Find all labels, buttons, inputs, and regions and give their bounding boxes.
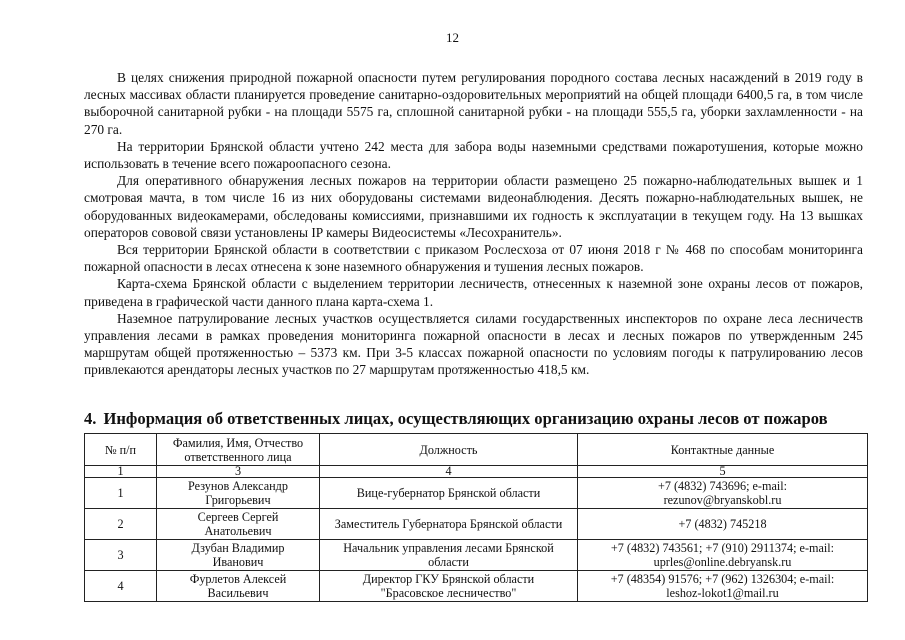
header-name: Фамилия, Имя, Отчество ответственного лица	[157, 434, 320, 466]
index-cell: 5	[578, 466, 868, 478]
paragraph-water-intake: На территории Брянской области учтено 242 места для забора воды наземными средствами пожаротушения, которые можно использовать в течение всего пожароопасного сезона.	[84, 138, 863, 172]
row-contacts: +7 (48354) 91576; +7 (962) 1326304; e-mail: leshoz-lokot1@mail.ru	[578, 571, 868, 602]
row-contacts: +7 (4832) 745218	[578, 509, 868, 540]
table-row	[85, 478, 868, 509]
row-contacts: +7 (4832) 743561; +7 (910) 2911374; e-mail: uprles@online.debryansk.ru	[578, 540, 868, 571]
header-num: № п/п	[85, 434, 157, 466]
paragraph-patrolling: Наземное патрулирование лесных участков осуществляется силами государственных инспекторов по охране леса лесничеств управления лесами в рамках проведения мониторинга пожарной опасности в лесах и лесных пожаров по утвержденным 245 маршрутам общей протяженностью – 5373 км. При 3-5 классах пожарной опасности по условиям погоды к патрулированию лесов привлекаются арендаторы лесных участков по 27 маршрутам протяженностью 418,5 км.	[84, 310, 863, 378]
row-position: Вице-губернатор Брянской области	[320, 478, 578, 509]
section-heading	[84, 409, 874, 429]
row-name: Резунов Александр Григорьевич	[157, 478, 320, 509]
page-number: 12	[446, 30, 459, 45]
paragraph-sanitary-measures: В целях снижения природной пожарной опасности путем регулирования породного состава лесных насаждений в 2019 году в лесных массивах области планируется проведение санитарно-оздоровительных мероприятий на общей площади 6400,5 га, в том числе выборочной санитарной рубки - на площади 5575 га, сплошной санитарной рубки - на площади 555,5 га, уборки захламленности - на 270 га.	[84, 70, 863, 137]
row-name: Сергеев Сергей Анатольевич	[157, 509, 320, 540]
section-title: Информация об ответственных лицах, осуществляющих организацию охраны лесов от пожаров	[103, 409, 828, 428]
header-position: Должность	[320, 434, 578, 466]
row-num: 2	[85, 509, 157, 540]
row-num: 4	[85, 571, 157, 602]
row-name: Фурлетов Алексей Васильевич	[157, 571, 320, 602]
header-contacts: Контактные данные	[578, 434, 868, 466]
row-name: Дзубан Владимир Иванович	[157, 540, 320, 571]
row-num: 3	[85, 540, 157, 571]
row-position: Начальник управления лесами Брянской области	[320, 540, 578, 571]
table-row	[85, 509, 868, 540]
row-contacts: +7 (4832) 743696; e-mail: rezunov@bryanskobl.ru	[578, 478, 868, 509]
responsible-persons-table	[84, 433, 868, 602]
table-row	[85, 540, 868, 571]
index-cell: 4	[320, 466, 578, 478]
section-number: 4.	[84, 409, 97, 428]
body-text	[84, 69, 863, 379]
table-row	[85, 571, 868, 602]
paragraph-monitoring-zone: Вся территории Брянской области в соответствии с приказом Рослесхоза от 07 июня 2018 г № 468 по способам мониторинга пожарной опасности в лесах отнесена к зоне наземного обнаружения и тушения лесных пожаров.	[84, 242, 863, 275]
index-cell: 3	[157, 466, 320, 478]
paragraph-observation-towers: Для оперативного обнаружения лесных пожаров на территории области размещено 25 пожарно-наблюдательных вышек и 1 смотровая мачта, в том числе 16 из них оборудованы системами видеонаблюдения. Десять пожарно-наблюдательных вышек, не оборудованных видеокамерами, обследованы комиссиями, признавшими их годность к эксплуатации в текущем году. На 13 вышках операторов сововой связи установлены IP камеры Видеосистемы «Лесохранитель».	[84, 173, 863, 240]
table-header-row	[85, 434, 868, 466]
row-position: Заместитель Губернатора Брянской области	[320, 509, 578, 540]
row-num: 1	[85, 478, 157, 509]
table-index-row	[85, 466, 868, 478]
index-cell: 1	[85, 466, 157, 478]
paragraph-map-scheme: Карта-схема Брянской области с выделением территории лесничеств, отнесенных к наземной зоне охраны лесов от пожаров, приведена в графической части данного плана карта-схема 1.	[84, 276, 863, 309]
row-position: Директор ГКУ Брянской области "Брасовское лесничество"	[320, 571, 578, 602]
